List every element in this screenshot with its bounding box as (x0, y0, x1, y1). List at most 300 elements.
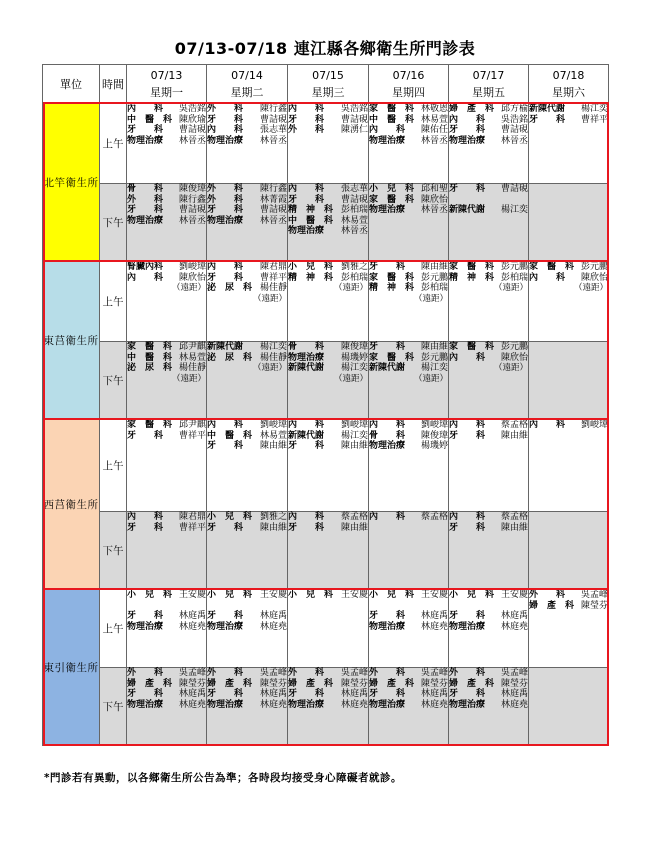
schedule-cell (529, 512, 609, 590)
schedule-cell (529, 184, 609, 262)
schedule-cell (449, 184, 529, 262)
department: 小 兒 科 (369, 184, 415, 194)
doctor-name: 彭元鵬 (580, 262, 608, 272)
department: 外 科 (207, 104, 244, 114)
doctor-name: 陳欣怡 (420, 194, 448, 205)
department: 物理治療 (449, 135, 486, 146)
clinic-entry (369, 342, 448, 353)
department: 外 科 (529, 590, 566, 600)
doctor-name: 陳瑩芬 (178, 678, 206, 689)
clinic-entry (127, 195, 206, 206)
clinic-entry (207, 431, 287, 442)
day-header (449, 65, 529, 104)
doctor-name: 蔡孟格 (420, 512, 448, 522)
department: 物理治療 (449, 699, 486, 710)
clinic-entry (288, 523, 368, 534)
clinic-entry (449, 420, 528, 431)
clinic-entry (529, 273, 608, 284)
clinic-entry (449, 431, 528, 442)
department: 物理治療 (369, 699, 406, 710)
department: 內 科 (369, 512, 406, 522)
clinic-row-pm (43, 184, 609, 262)
clinic-entry (127, 353, 206, 364)
day-weekday: 星期一 (150, 86, 183, 99)
department: 內 科 (449, 420, 486, 430)
clinic-entry (449, 136, 528, 147)
doctor-name: 林晉丞 (259, 215, 287, 226)
doctor-name: 林晉丞 (259, 135, 287, 146)
doctor-name: 楊璣婷 (340, 352, 368, 363)
schedule-cell (127, 262, 207, 342)
doctor-name: 彭柏瑞 (340, 272, 368, 283)
clinic-entry (207, 512, 287, 523)
department: 內 科 (369, 125, 406, 135)
day-date: 07/16 (392, 69, 425, 82)
department: 牙 科 (369, 342, 406, 352)
doctor-name: 林庭禹 (420, 611, 448, 621)
doctor-name: 邱尹麒 (178, 342, 206, 352)
clinic-entry (288, 273, 368, 284)
department: 物理治療 (127, 699, 164, 710)
doctor-name: 林庭禹 (340, 689, 368, 699)
clinic-entry (369, 115, 448, 126)
department: 物理治療 (288, 352, 325, 363)
clinic-entry (207, 353, 287, 364)
clinic-entry (369, 104, 448, 115)
department: 泌 尿 科 (207, 283, 253, 293)
clinic-entry (288, 679, 368, 690)
department: 內 科 (449, 512, 486, 522)
clinic-entry (369, 353, 448, 364)
schedule-cell (449, 590, 529, 668)
doctor-name: 曹詰硯 (340, 194, 368, 205)
clinic-entry (369, 283, 448, 294)
doctor-name: 邱尹麒 (178, 420, 206, 430)
clinic-entry (207, 205, 287, 216)
doctor-name: 劉峻瑋 (580, 420, 608, 430)
schedule-cell (449, 668, 529, 746)
department: 中 醫 科 (127, 114, 173, 125)
department: 牙 科 (207, 611, 244, 621)
department: 小 兒 科 (288, 262, 334, 272)
clinic-entry (127, 611, 206, 622)
doctor-name: 吳孟峰 (259, 668, 287, 678)
day-weekday: 星期六 (552, 86, 585, 99)
department: 中 醫 科 (207, 430, 253, 441)
clinic-entry (127, 668, 206, 679)
doctor-name: 林庭禹 (500, 611, 528, 621)
department: 家 醫 科 (449, 262, 495, 272)
doctor-name: 林晉丞 (420, 205, 448, 215)
schedule-cell (207, 668, 288, 746)
clinic-entry (288, 342, 368, 353)
doctor-name: 蔡孟格 (500, 512, 528, 522)
schedule-cell (127, 590, 207, 668)
department: 牙 科 (369, 689, 406, 699)
period-label: 下午 (100, 512, 127, 590)
department: 外 科 (369, 668, 406, 678)
schedule-table (42, 64, 609, 746)
department: 牙 科 (288, 522, 325, 533)
remote-note: （遠距） (493, 283, 528, 293)
clinic-entry (207, 136, 287, 147)
doctor-name: 楊江奕 (259, 342, 287, 352)
clinic-entry (288, 262, 368, 273)
department: 外 科 (207, 668, 244, 678)
schedule-cell (449, 342, 529, 420)
day-date: 07/18 (552, 69, 585, 82)
clinic-row-am (43, 420, 609, 512)
doctor-name: 林庭禹 (420, 689, 448, 699)
doctor-name: 王安慶 (178, 590, 206, 600)
day-header (529, 65, 609, 104)
doctor-name: 彭柏瑞 (340, 205, 368, 215)
clinic-name: 西莒衛生所 (43, 420, 100, 590)
schedule-cell (369, 590, 449, 668)
clinic-entry (369, 205, 448, 216)
doctor-name: 林庭堯 (500, 621, 528, 632)
doctor-name: 劉雅之 (259, 512, 287, 522)
schedule-cell (207, 262, 288, 342)
remote-note: （遠距） (171, 283, 206, 293)
schedule-cell (369, 342, 449, 420)
clinic-entry (127, 420, 206, 431)
schedule-cell (288, 512, 369, 590)
schedule-cell (207, 512, 288, 590)
clinic-entry (127, 262, 206, 273)
department: 物理治療 (127, 135, 164, 146)
doctor-name: 陳俊瑋 (178, 184, 206, 194)
department: 牙 科 (449, 430, 486, 441)
doctor-name: 蔡孟格 (340, 512, 368, 522)
department: 小 兒 科 (449, 590, 495, 600)
doctor-name: 林庭禹 (178, 689, 206, 699)
schedule-cell (288, 184, 369, 262)
schedule-cell (449, 512, 529, 590)
department: 內 科 (369, 420, 406, 430)
department: 牙 科 (207, 205, 244, 215)
department: 外 科 (288, 668, 325, 678)
department: 新陳代謝 (207, 342, 244, 352)
schedule-cell (288, 262, 369, 342)
schedule-cell (369, 512, 449, 590)
clinic-entry (288, 115, 368, 126)
doctor-name: 陳俊瑋 (340, 342, 368, 352)
clinic-entry (207, 622, 287, 633)
doctor-name: 陳行鑫 (178, 194, 206, 205)
department: 婦 產 科 (449, 104, 495, 114)
doctor-name: 陳瑩芬 (580, 600, 608, 611)
department: 家 醫 科 (449, 342, 495, 352)
doctor-name: 陳俊瑋 (420, 430, 448, 441)
doctor-name: 林庭堯 (340, 699, 368, 710)
doctor-name: 邱和聖 (420, 184, 448, 194)
day-header (127, 65, 207, 104)
department: 牙 科 (449, 184, 486, 194)
doctor-name: 陳瑩芬 (340, 678, 368, 689)
clinic-entry (288, 104, 368, 115)
department: 中 醫 科 (288, 215, 334, 226)
doctor-name: 陳瑩芬 (500, 678, 528, 689)
remote-note: （遠距） (573, 283, 608, 293)
schedule-cell (288, 590, 369, 668)
doctor-name: 劉雅之 (340, 262, 368, 272)
blank-line (127, 601, 206, 612)
clinic-entry (529, 590, 608, 601)
department: 物理治療 (207, 621, 244, 632)
clinic-entry (369, 622, 448, 633)
doctor-name: 楊佳靜 (178, 363, 206, 373)
doctor-name: 林庭禹 (259, 689, 287, 699)
clinic-entry (529, 601, 608, 612)
department: 內 科 (207, 420, 244, 430)
doctor-name: 曹詰硯 (259, 114, 287, 125)
department: 物理治療 (369, 135, 406, 146)
clinic-entry (369, 689, 448, 700)
doctor-name: 楊佳靜 (259, 352, 287, 363)
department: 骨 科 (127, 184, 164, 194)
department: 外 科 (127, 668, 164, 678)
clinic-entry (449, 590, 528, 601)
clinic-entry (288, 205, 368, 216)
department: 小 兒 科 (207, 590, 253, 600)
department: 牙 科 (288, 114, 325, 125)
department: 內 科 (529, 272, 566, 283)
schedule-cell (529, 420, 609, 512)
doctor-name: 林庭禹 (259, 611, 287, 621)
clinic-entry (449, 353, 528, 364)
department: 外 科 (288, 125, 325, 135)
clinic-entry (288, 226, 368, 237)
doctor-name: 劉峻瑋 (340, 420, 368, 430)
day-header (207, 65, 288, 104)
clinic-entry (207, 342, 287, 353)
doctor-name: 曹祥平 (259, 272, 287, 283)
doctor-name: 曹詰硯 (259, 205, 287, 215)
clinic-entry (288, 441, 368, 452)
department: 新陳代謝 (449, 205, 486, 215)
doctor-name: 彭柏瑞 (500, 272, 528, 283)
doctor-name: 張志華 (259, 125, 287, 135)
clinic-entry (449, 104, 528, 115)
day-weekday: 星期四 (392, 86, 425, 99)
clinic-entry (207, 441, 287, 452)
clinic-entry (449, 342, 528, 353)
doctor-name: 林庭堯 (420, 699, 448, 710)
department: 牙 科 (369, 262, 406, 272)
clinic-entry (207, 679, 287, 690)
department: 內 科 (288, 184, 325, 194)
clinic-entry (207, 184, 287, 195)
clinic-entry (127, 104, 206, 115)
department: 牙 科 (127, 125, 164, 135)
department: 中 醫 科 (369, 114, 415, 125)
doctor-name: 林庭堯 (420, 621, 448, 632)
doctor-name: 陳佑任 (420, 125, 448, 135)
remote-note: （遠距） (171, 373, 206, 384)
department: 新陳代謝 (288, 430, 325, 441)
schedule-cell (529, 342, 609, 420)
clinic-entry (288, 512, 368, 523)
department: 泌 尿 科 (127, 363, 173, 373)
clinic-entry (449, 668, 528, 679)
clinic-name: 東引衛生所 (43, 590, 100, 746)
department: 外 科 (207, 184, 244, 194)
clinic-entry (207, 283, 287, 294)
department: 泌 尿 科 (207, 352, 253, 363)
department: 牙 科 (449, 611, 486, 621)
schedule-cell (529, 590, 609, 668)
schedule-cell (207, 590, 288, 668)
department: 新陳代謝 (369, 363, 406, 373)
doctor-name: 張志華 (340, 184, 368, 194)
schedule-cell (288, 342, 369, 420)
day-date: 07/17 (472, 69, 505, 82)
blank-line (369, 601, 448, 612)
doctor-name: 陳欣怡 (178, 272, 206, 283)
department: 牙 科 (127, 205, 164, 215)
doctor-name: 林易萱 (259, 430, 287, 441)
department: 牙 科 (127, 611, 164, 621)
doctor-name: 林易萱 (340, 215, 368, 226)
clinic-entry (127, 363, 206, 374)
schedule-cell (127, 104, 207, 184)
doctor-name: 林易萱 (178, 352, 206, 363)
doctor-name: 吳孟峰 (580, 590, 608, 600)
department: 牙 科 (207, 114, 244, 125)
day-date: 07/15 (312, 69, 344, 82)
clinic-entry (207, 689, 287, 700)
doctor-name: 吳孟峰 (500, 668, 528, 678)
department: 精 神 科 (369, 283, 415, 293)
department: 物理治療 (127, 215, 164, 226)
department: 物理治療 (207, 699, 244, 710)
doctor-name: 吳孟峰 (420, 668, 448, 678)
clinic-entry (207, 523, 287, 534)
department: 骨 科 (288, 342, 325, 352)
day-weekday: 星期二 (230, 86, 264, 99)
doctor-name: 陳由維 (420, 262, 448, 272)
doctor-name: 王安慶 (259, 590, 287, 600)
period-label: 上午 (100, 262, 127, 342)
department: 牙 科 (127, 689, 164, 699)
doctor-name: 蔡孟格 (500, 420, 528, 430)
clinic-entry (369, 668, 448, 679)
doctor-name: 陳君鼎 (178, 512, 206, 522)
clinic-entry (207, 420, 287, 431)
doctor-name: 林庭堯 (259, 621, 287, 632)
clinic-entry (288, 420, 368, 431)
schedule-cell (449, 420, 529, 512)
doctor-name: 彭元鵬 (500, 342, 528, 352)
clinic-entry (449, 689, 528, 700)
clinic-entry (127, 590, 206, 601)
time-header: 時間 (100, 65, 127, 104)
clinic-entry (449, 523, 528, 534)
clinic-entry (207, 104, 287, 115)
doctor-name: 陳由維 (420, 342, 448, 352)
clinic-entry (288, 431, 368, 442)
doctor-name: 劉峻瑋 (259, 420, 287, 430)
doctor-name: 林敬恩 (420, 104, 448, 114)
department: 腎臟內科 (127, 262, 164, 272)
doctor-name: 林庭堯 (259, 699, 287, 710)
schedule-cell (207, 342, 288, 420)
remote-note: （遠距） (333, 373, 368, 384)
clinic-entry (449, 205, 528, 216)
department: 牙 科 (207, 441, 244, 451)
doctor-name: 林菁霞 (259, 194, 287, 205)
department: 內 科 (288, 104, 325, 114)
clinic-entry (207, 273, 287, 284)
doctor-name: 陳行鑫 (259, 184, 287, 194)
doctor-name: 彭元鵬 (420, 272, 448, 283)
clinic-row-am (43, 262, 609, 342)
doctor-name: 曹詰硯 (178, 205, 206, 215)
department: 家 醫 科 (369, 272, 415, 283)
department: 物理治療 (288, 699, 325, 710)
clinic-entry (449, 262, 528, 273)
doctor-name: 陳瑩芬 (420, 678, 448, 689)
clinic-entry (127, 205, 206, 216)
department: 婦 產 科 (288, 678, 334, 689)
department: 精 神 科 (288, 205, 334, 215)
doctor-name: 林晉丞 (500, 135, 528, 146)
clinic-entry (127, 342, 206, 353)
department: 婦 產 科 (207, 678, 253, 689)
day-weekday: 星期五 (472, 86, 505, 99)
day-header (288, 65, 369, 104)
department: 牙 科 (449, 689, 486, 699)
clinic-entry (127, 512, 206, 523)
clinic-entry (127, 125, 206, 136)
doctor-name: 劉峻瑋 (420, 420, 448, 430)
clinic-name: 北竿衛生所 (43, 104, 100, 262)
clinic-entry (529, 115, 608, 126)
blank-line (207, 601, 287, 612)
clinic-entry (529, 420, 608, 431)
clinic-entry (369, 195, 448, 206)
clinic-entry (207, 216, 287, 227)
department: 家 醫 科 (369, 104, 415, 114)
department: 小 兒 科 (127, 590, 173, 600)
schedule-cell (288, 104, 369, 184)
clinic-entry (369, 679, 448, 690)
doctor-name: 林易萱 (420, 114, 448, 125)
remote-note: （遠距） (333, 283, 368, 293)
clinic-entry (449, 273, 528, 284)
department: 精 神 科 (288, 272, 334, 283)
doctor-name: 陳欣怡 (580, 272, 608, 283)
clinic-entry (288, 353, 368, 364)
schedule-cell (529, 668, 609, 746)
clinic-entry (207, 590, 287, 601)
schedule-cell (529, 262, 609, 342)
doctor-name: 彭元鵬 (420, 352, 448, 363)
clinic-entry (369, 273, 448, 284)
doctor-name: 陳湧仁 (340, 125, 368, 135)
remote-note: （遠距） (413, 373, 448, 384)
clinic-entry (449, 700, 528, 711)
clinic-entry (207, 700, 287, 711)
clinic-entry (288, 689, 368, 700)
clinic-entry (207, 262, 287, 273)
schedule-cell (369, 262, 449, 342)
department: 內 科 (288, 512, 325, 522)
clinic-entry (449, 125, 528, 136)
remote-note: （遠距） (252, 293, 287, 304)
department: 外 科 (127, 194, 164, 205)
